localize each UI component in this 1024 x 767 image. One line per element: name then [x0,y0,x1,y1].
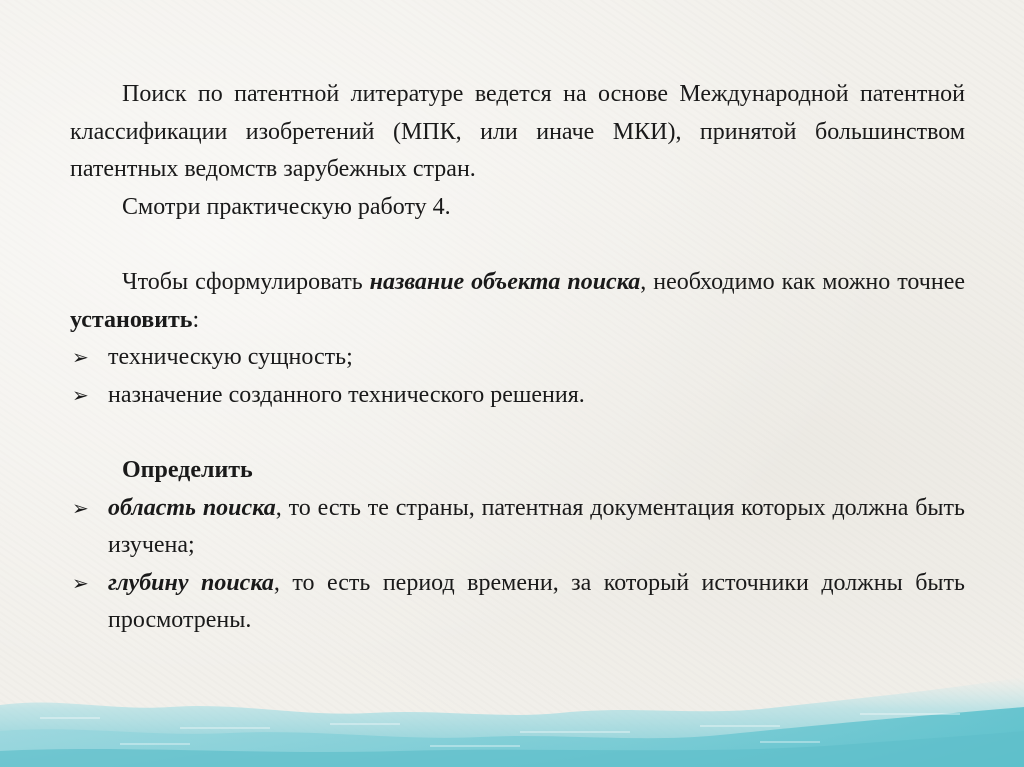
search-depth-emphasis: глубину поиска [108,569,274,596]
arrow-bullet-icon: ➢ [72,495,89,520]
list-item [70,339,965,377]
spacer [70,414,965,452]
arrow-bullet-icon: ➢ [72,570,89,595]
list-item-text: , то есть те страны, патентная документация которых должна быть изучена; [108,494,965,558]
paragraph-search-object-suffix: : [192,306,200,333]
list-item-text: техническую сущность; [108,344,353,370]
paragraph-search-basis: Поиск по патентной литературе ведется на основе Международной патентной классификации изобретений (МПК, или иначе МКИ), принятой большинством патентных ведомств зарубежных стран. [70,81,965,182]
paragraph-search-object-middle: , необходимо как можно точнее [640,269,965,295]
slide-text-content [70,76,965,640]
list-item [70,490,965,565]
establish-emphasis: установить [70,306,193,333]
watercolor-wave-decoration [0,647,1024,767]
paragraph-search-object-prefix: Чтобы сформулировать [122,269,370,295]
search-area-emphasis: область поиска [108,494,276,521]
search-object-emphasis: название объекта поиска [369,269,641,295]
list-item-text: , то есть период времени, за который источники должны быть просмотрены. [108,569,965,633]
section-heading-determine: Определить [122,457,253,483]
paragraph-search-object [70,264,965,339]
arrow-bullet-icon: ➢ [72,345,89,369]
list-item [70,377,965,415]
paragraph-practical-work-ref: Смотри практическую работу 4. [122,193,451,220]
list-item-text: назначение созданного технического решения. [108,381,585,408]
list-item [70,565,965,640]
arrow-bullet-icon: ➢ [72,382,89,407]
spacer [70,226,965,264]
